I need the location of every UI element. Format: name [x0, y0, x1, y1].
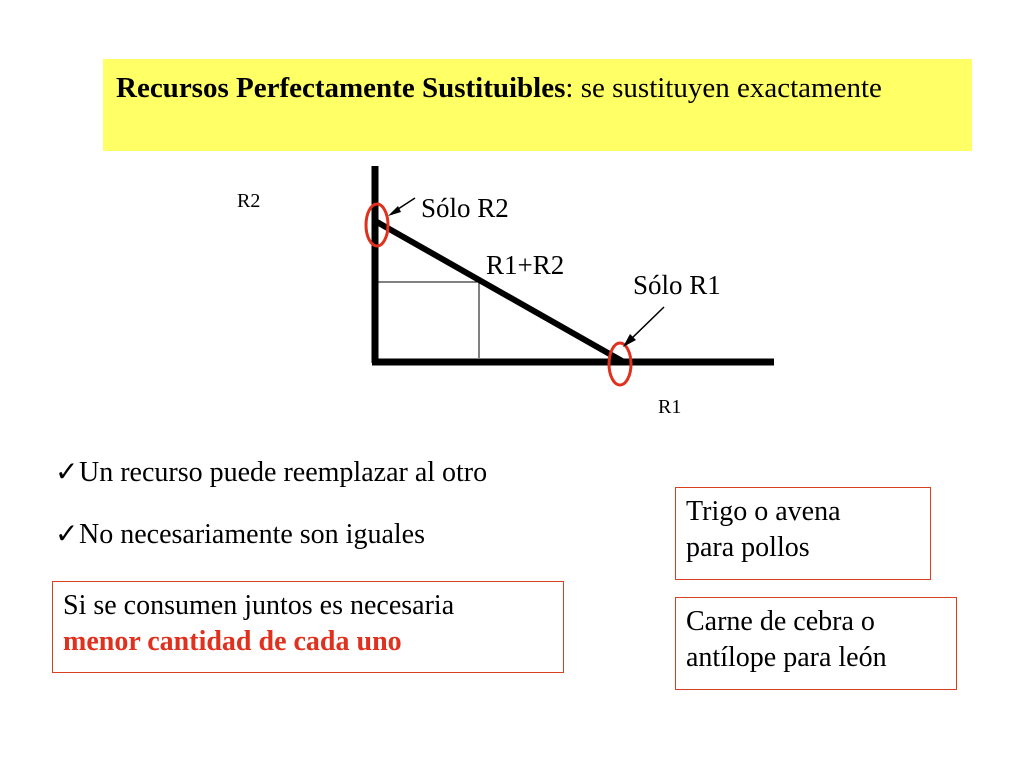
example-line: Trigo o avena: [686, 496, 841, 527]
y-axis-label: R2: [237, 190, 261, 212]
title-bold-text: Recursos Perfectamente Sustituibles: [116, 72, 566, 104]
title-rest-text: : se sustituyen exactamente: [565, 72, 882, 104]
arrow-only-r2-head: [388, 206, 401, 216]
example-line: para pollos: [686, 532, 810, 563]
bullet-item: [55, 517, 425, 551]
checkmark-icon: ✓: [55, 457, 79, 488]
substitution-line: [377, 222, 622, 361]
bullet-text: Un recurso puede reemplazar al otro: [79, 457, 488, 488]
bullet-text: No necesariamente son iguales: [79, 519, 425, 550]
note-text: Si se consumen juntos es necesaria: [63, 590, 455, 621]
note-emphasis: menor cantidad de cada uno: [63, 626, 402, 657]
label-r1-plus-r2: R1+R2: [486, 250, 565, 280]
bullet-item: [55, 455, 487, 489]
example-line: Carne de cebra o: [686, 606, 875, 637]
arrow-only-r1: [628, 307, 664, 342]
note-box: [52, 581, 564, 673]
label-only-r1: Sólo R1: [633, 270, 721, 300]
example-box-chickens: [675, 487, 931, 580]
label-only-r2: Sólo R2: [421, 193, 509, 223]
example-line: antílope para león: [686, 642, 887, 673]
checkmark-icon: ✓: [55, 519, 79, 550]
example-box-lion: [675, 597, 957, 690]
x-axis-label: R1: [658, 396, 682, 418]
